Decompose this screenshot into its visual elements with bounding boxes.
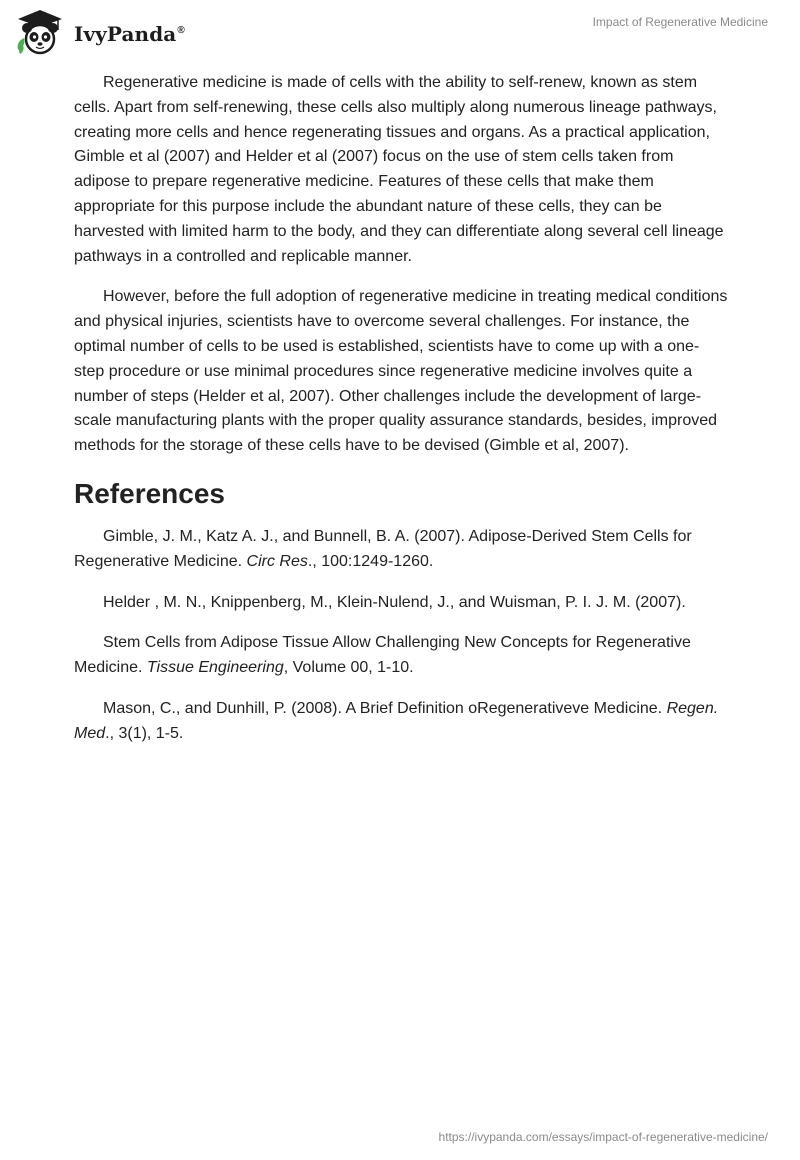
reference-item-1: Gimble, J. M., Katz A. J., and Bunnell, B. A. (2007). Adipose-Derived Stem Cells for Regenerative Medicine. Circ Res., 100:1249-1260. bbox=[74, 527, 692, 570]
body-paragraph-1: Regenerative medicine is made of cells with the ability to self-renew, known as stem cells. Apart from self-renewing, these cells also multiply along numerous lineage pathways, creating more cells and hence regenerating tissues and organs. As a practical application, Gimble et al (2007) and Helder et al (2007) focus on the use of stem cells taken from adipose to prepare regenerative medicine. Features of these cells that make them appropriate for this purpose include the abundant nature of these cells, they can be harvested with limited harm to the body, and they can differentiate along several cell lineage pathways in a controlled and replicable manner. bbox=[74, 74, 724, 265]
reference-item-3: Stem Cells from Adipose Tissue Allow Challenging New Concepts for Regenerative Medicine. Tissue Engineering, Volume 00, 1-10. bbox=[74, 634, 691, 677]
ivypanda-logo[interactable] bbox=[14, 8, 185, 58]
journal-title: Regen. Med bbox=[74, 699, 719, 742]
body-paragraph-2: However, before the full adoption of regenerative medicine in treating medical conditions and physical injuries, scientists have to overcome several challenges. For instance, the optimal number of cells to be used is established, scientists have to come up with a one-step procedure or use minimal procedures since regenerative medicine involves quite a number of steps (Helder et al, 2007). Other challenges include the development of large-scale manufacturing plants with the proper quality assurance standards, besides, improved methods for the storage of these cells have to be devised (Gimble et al, 2007). bbox=[74, 288, 728, 455]
reference-item-4: Mason, C., and Dunhill, P. (2008). A Brief Definition oRegenerativeve Medicine. Regen. Med., 3(1), 1-5. bbox=[74, 699, 719, 742]
journal-title: Tissue Engineering bbox=[146, 659, 284, 677]
registered-mark: ® bbox=[177, 25, 185, 37]
source-url[interactable]: https://ivypanda.com/essays/impact-of-regenerative-medicine/ bbox=[438, 1130, 768, 1144]
panda-graduate-icon bbox=[14, 8, 66, 58]
journal-title: Circ Res bbox=[246, 552, 308, 570]
references-heading: References bbox=[74, 477, 225, 509]
brand-name: IvyPanda® bbox=[74, 22, 185, 46]
essay-content bbox=[74, 71, 728, 763]
page-header bbox=[0, 0, 800, 64]
reference-item-2: Helder , M. N., Knippenberg, M., Klein-Nulend, J., and Wuisman, P. I. J. M. (2007). bbox=[103, 593, 686, 611]
document-title: Impact of Regenerative Medicine bbox=[592, 15, 768, 29]
